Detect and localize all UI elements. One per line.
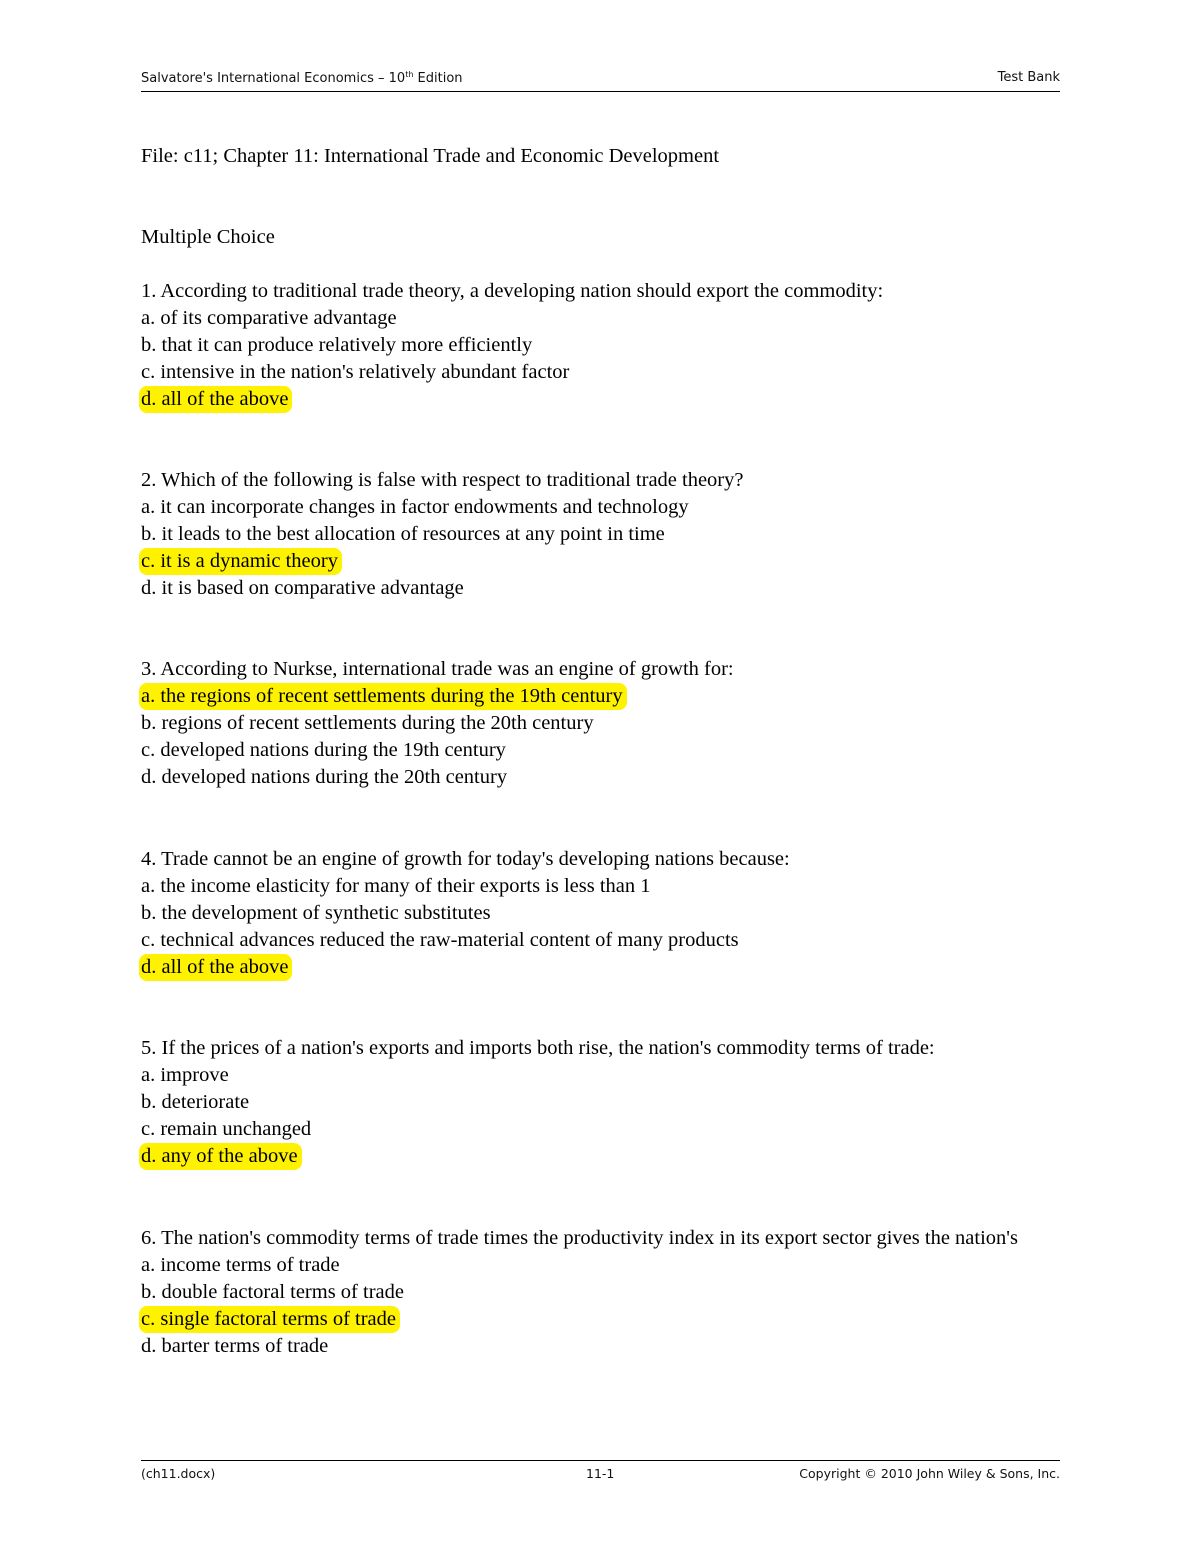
option-c: c. technical advances reduced the raw-material content of many products <box>141 929 739 951</box>
option-d-highlighted: d. all of the above <box>141 386 1061 413</box>
option-c: c. intensive in the nation's relatively abundant factor <box>141 361 570 383</box>
footer-page-number: 11-1 <box>586 1466 615 1481</box>
option-a: a. it can incorporate changes in factor endowments and technology <box>141 496 689 518</box>
option-d: d. it is based on comparative advantage <box>141 577 464 599</box>
option-a: a. income terms of trade <box>141 1254 340 1276</box>
question-2 <box>141 467 1061 602</box>
option-c: c. developed nations during the 19th century <box>141 739 506 761</box>
option-c-highlighted: c. it is a dynamic theory <box>141 548 1061 575</box>
section-title: Multiple Choice <box>141 226 275 248</box>
question-stem: 5. If the prices of a nation's exports and imports both rise, the nation's commodity terms of trade: <box>141 1037 935 1059</box>
question-stem: 4. Trade cannot be an engine of growth for today's developing nations because: <box>141 848 790 870</box>
question-5 <box>141 1035 1061 1170</box>
option-b: b. double factoral terms of trade <box>141 1281 404 1303</box>
option-a: a. of its comparative advantage <box>141 307 397 329</box>
question-6 <box>141 1225 1046 1360</box>
running-header <box>141 70 1060 90</box>
question-4 <box>141 846 1061 981</box>
option-b: b. that it can produce relatively more efficiently <box>141 334 533 356</box>
option-c-highlighted: c. single factoral terms of trade <box>141 1306 1046 1333</box>
option-a: a. improve <box>141 1064 229 1086</box>
footer-copyright: Copyright © 2010 John Wiley & Sons, Inc. <box>799 1466 1060 1481</box>
option-d: d. barter terms of trade <box>141 1335 329 1357</box>
question-1 <box>141 278 1061 413</box>
option-a-highlighted: a. the regions of recent settlements during the 19th century <box>141 683 1061 710</box>
option-b: b. the development of synthetic substitutes <box>141 902 491 924</box>
option-d-highlighted: d. all of the above <box>141 954 1061 981</box>
footer-filename: (ch11.docx) <box>141 1466 216 1481</box>
question-stem: 6. The nation's commodity terms of trade times the productivity index in its export sector gives the nation's <box>141 1227 1018 1249</box>
option-b: b. it leads to the best allocation of resources at any point in time <box>141 523 665 545</box>
header-test-bank: Test Bank <box>997 70 1060 85</box>
file-title: File: c11; Chapter 11: International Trade and Economic Development <box>141 145 720 167</box>
question-3 <box>141 656 1061 791</box>
footer-rule <box>141 1460 1060 1461</box>
option-b: b. deteriorate <box>141 1091 250 1113</box>
running-footer <box>141 1466 1060 1486</box>
option-b: b. regions of recent settlements during the 20th century <box>141 712 594 734</box>
option-a: a. the income elasticity for many of their exports is less than 1 <box>141 875 651 897</box>
option-c: c. remain unchanged <box>141 1118 312 1140</box>
option-d-highlighted: d. any of the above <box>141 1143 1061 1170</box>
question-stem: 3. According to Nurkse, international trade was an engine of growth for: <box>141 658 734 680</box>
question-stem: 2. Which of the following is false with respect to traditional trade theory? <box>141 469 744 491</box>
question-stem: 1. According to traditional trade theory, a developing nation should export the commodity: <box>141 280 884 302</box>
header-rule <box>141 91 1060 92</box>
option-d: d. developed nations during the 20th century <box>141 766 508 788</box>
header-book-title: Salvatore's International Economics – 10th Edition <box>141 70 463 86</box>
